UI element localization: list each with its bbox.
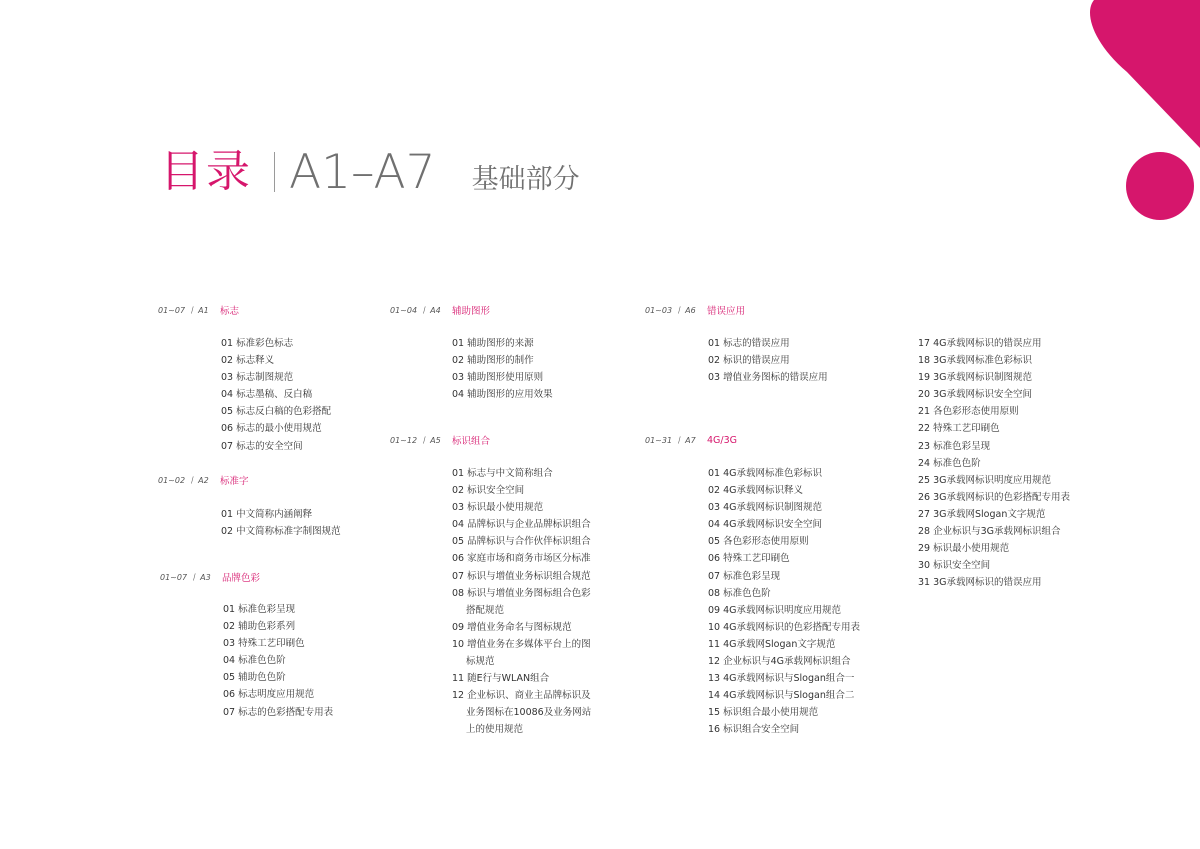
page-subtitle: 基础部分 bbox=[471, 163, 580, 195]
toc-item[interactable]: 26 3G承载网标识的色彩搭配专用表 bbox=[918, 491, 1071, 503]
section-code: 01~04 丨 A4 bbox=[390, 305, 441, 315]
toc-item[interactable]: 10 增值业务在多媒体平台上的图 bbox=[452, 638, 591, 650]
toc-item-continued[interactable]: 标规范 bbox=[466, 656, 495, 668]
toc-item[interactable]: 04 标志墨稿、反白稿 bbox=[221, 389, 313, 401]
toc-item[interactable]: 02 4G承载网标识释义 bbox=[708, 485, 804, 497]
section-list-a1 bbox=[221, 335, 331, 455]
section-list-a6 bbox=[708, 335, 828, 386]
section-list-a7 bbox=[708, 465, 860, 739]
toc-item[interactable]: 02 标识的错误应用 bbox=[708, 355, 790, 367]
toc-item[interactable]: 12 企业标识与4G承载网标识组合 bbox=[708, 656, 851, 668]
toc-item[interactable]: 15 标识组合最小使用规范 bbox=[708, 707, 819, 719]
toc-item[interactable]: 29 标识最小使用规范 bbox=[918, 543, 1010, 555]
toc-item[interactable]: 10 4G承载网标识的色彩搭配专用表 bbox=[708, 621, 861, 633]
toc-item-continued[interactable]: 业务图标在10086及业务网站 bbox=[466, 707, 592, 719]
dot-shape bbox=[1126, 152, 1194, 220]
toc-item[interactable]: 03 4G承载网标识制图规范 bbox=[708, 502, 823, 514]
section-code: 01~12 丨 A5 bbox=[390, 435, 441, 445]
toc-item[interactable]: 04 辅助图形的应用效果 bbox=[452, 389, 553, 401]
toc-item[interactable]: 08 标准色色阶 bbox=[708, 587, 771, 599]
toc-item[interactable]: 03 特殊工艺印刷色 bbox=[223, 638, 305, 650]
toc-item[interactable]: 03 标志制图规范 bbox=[221, 372, 294, 384]
section-title: 标准字 bbox=[220, 476, 249, 487]
section-title: 4G/3G bbox=[707, 434, 738, 446]
page-title: 目录 bbox=[160, 146, 252, 197]
section-code: 01~31 丨 A7 bbox=[645, 435, 696, 445]
toc-item[interactable]: 07 标准色彩呈现 bbox=[708, 570, 781, 582]
toc-item[interactable]: 02 辅助图形的制作 bbox=[452, 355, 534, 367]
toc-item[interactable]: 01 标志与中文简称组合 bbox=[452, 468, 553, 479]
toc-item[interactable]: 21 各色彩形态使用原则 bbox=[918, 406, 1019, 418]
toc-item-continued[interactable]: 上的使用规范 bbox=[466, 724, 524, 736]
toc-item[interactable]: 01 中文简称内涵阐释 bbox=[221, 509, 313, 520]
toc-item-continued[interactable]: 搭配规范 bbox=[466, 604, 505, 616]
toc-item[interactable]: 24 标准色色阶 bbox=[918, 457, 981, 469]
toc-item[interactable]: 11 4G承载网Slogan文字规范 bbox=[708, 638, 836, 650]
section-range: A1–A7 bbox=[289, 144, 436, 200]
toc-item[interactable]: 14 4G承载网标识与Slogan组合二 bbox=[708, 690, 855, 702]
toc-item[interactable]: 04 品牌标识与企业品牌标识组合 bbox=[452, 519, 591, 531]
brand-mark-icon bbox=[1080, 0, 1200, 220]
toc-item[interactable]: 20 3G承载网标识安全空间 bbox=[918, 389, 1033, 401]
toc-item[interactable]: 07 标志的色彩搭配专用表 bbox=[223, 706, 334, 718]
toc-item[interactable]: 09 4G承载网标识明度应用规范 bbox=[708, 604, 842, 616]
toc-item[interactable]: 05 品牌标识与合作伙伴标识组合 bbox=[452, 536, 591, 548]
section-list-a5 bbox=[452, 465, 591, 739]
section-title: 标志 bbox=[220, 306, 240, 317]
toc-item[interactable]: 01 标准彩色标志 bbox=[221, 338, 294, 349]
toc-item[interactable]: 18 3G承载网标准色彩标识 bbox=[918, 355, 1033, 367]
toc-item[interactable]: 05 辅助色色阶 bbox=[223, 672, 286, 684]
section-header-a5 bbox=[390, 433, 490, 447]
toc-item[interactable]: 16 标识组合安全空间 bbox=[708, 724, 800, 736]
section-code: 01~07 丨 A1 bbox=[158, 305, 209, 315]
toc-item[interactable]: 22 特殊工艺印刷色 bbox=[918, 423, 1000, 435]
section-title: 辅助图形 bbox=[452, 306, 491, 317]
section-header-a6 bbox=[645, 303, 745, 317]
section-header-a3 bbox=[160, 570, 260, 584]
toc-item[interactable]: 05 标志反白稿的色彩搭配 bbox=[221, 406, 332, 418]
toc-item[interactable]: 06 特殊工艺印刷色 bbox=[708, 553, 790, 565]
toc-item[interactable]: 06 标志的最小使用规范 bbox=[221, 423, 322, 435]
toc-item[interactable]: 12 企业标识、商业主品牌标识及 bbox=[452, 690, 591, 702]
section-header-a1 bbox=[158, 303, 239, 317]
section-code: 01~03 丨 A6 bbox=[645, 305, 696, 315]
toc-item[interactable]: 17 4G承载网标识的错误应用 bbox=[918, 338, 1042, 349]
toc-item[interactable]: 06 家庭市场和商务市场区分标准 bbox=[452, 553, 591, 565]
toc-item[interactable]: 07 标志的安全空间 bbox=[221, 440, 303, 452]
section-title: 错误应用 bbox=[707, 306, 746, 317]
toc-item[interactable]: 03 辅助图形使用原则 bbox=[452, 372, 544, 384]
section-list-a7-continued bbox=[918, 335, 1070, 591]
toc-item[interactable]: 11 随E行与WLAN组合 bbox=[452, 673, 550, 685]
page-header bbox=[160, 142, 580, 202]
drop-shape bbox=[1090, 0, 1200, 148]
toc-item[interactable]: 02 辅助色彩系列 bbox=[223, 621, 296, 633]
toc-item[interactable]: 06 标志明度应用规范 bbox=[223, 689, 315, 701]
toc-item[interactable]: 04 4G承载网标识安全空间 bbox=[708, 519, 823, 531]
section-code: 01~07 丨 A3 bbox=[160, 572, 211, 582]
toc-item[interactable]: 02 中文简称标准字制图规范 bbox=[221, 526, 341, 538]
toc-item[interactable]: 02 标识安全空间 bbox=[452, 485, 525, 497]
toc-item[interactable]: 27 3G承载网Slogan文字规范 bbox=[918, 508, 1046, 520]
toc-item[interactable]: 23 标准色彩呈现 bbox=[918, 440, 991, 452]
toc-item[interactable]: 01 标准色彩呈现 bbox=[223, 604, 296, 615]
toc-item[interactable]: 01 辅助图形的来源 bbox=[452, 338, 534, 349]
toc-item[interactable]: 01 标志的错误应用 bbox=[708, 338, 790, 349]
toc-item[interactable]: 13 4G承载网标识与Slogan组合一 bbox=[708, 673, 855, 685]
section-header-a7 bbox=[645, 433, 737, 447]
toc-item[interactable]: 30 标识安全空间 bbox=[918, 560, 991, 572]
toc-item[interactable]: 03 标识最小使用规范 bbox=[452, 502, 544, 514]
section-list-a2 bbox=[221, 506, 341, 540]
section-header-a4 bbox=[390, 303, 490, 317]
section-header-a2 bbox=[158, 473, 249, 487]
toc-item[interactable]: 31 3G承载网标识的错误应用 bbox=[918, 577, 1042, 589]
section-title: 标识组合 bbox=[452, 436, 491, 447]
title-divider bbox=[274, 152, 275, 192]
toc-item[interactable]: 01 4G承载网标准色彩标识 bbox=[708, 468, 823, 479]
toc-item[interactable]: 25 3G承载网标识明度应用规范 bbox=[918, 474, 1052, 486]
toc-item[interactable]: 07 标识与增值业务标识组合规范 bbox=[452, 570, 591, 582]
toc-item[interactable]: 19 3G承载网标识制图规范 bbox=[918, 372, 1033, 384]
toc-item[interactable]: 09 增值业务命名与图标规范 bbox=[452, 621, 572, 633]
toc-item[interactable]: 05 各色彩形态使用原则 bbox=[708, 536, 809, 548]
section-title: 品牌色彩 bbox=[222, 573, 261, 584]
section-list-a3 bbox=[223, 601, 333, 721]
toc-item[interactable]: 28 企业标识与3G承载网标识组合 bbox=[918, 526, 1061, 538]
toc-item[interactable]: 08 标识与增值业务图标组合色彩 bbox=[452, 587, 591, 599]
toc-item[interactable]: 04 标准色色阶 bbox=[223, 655, 286, 667]
section-list-a4 bbox=[452, 335, 553, 403]
section-code: 01~02 丨 A2 bbox=[158, 475, 209, 485]
toc-item[interactable]: 02 标志释义 bbox=[221, 355, 275, 367]
toc-item[interactable]: 03 增值业务图标的错误应用 bbox=[708, 372, 828, 384]
